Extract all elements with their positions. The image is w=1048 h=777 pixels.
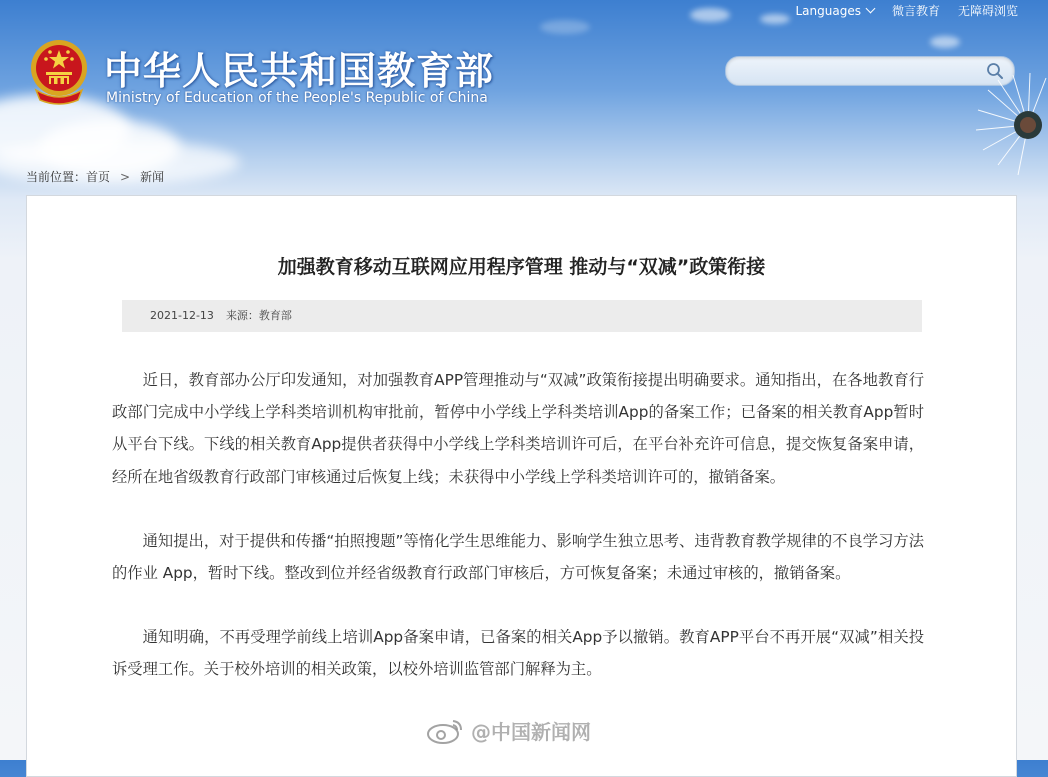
article-date: 2021-12-13 <box>150 309 214 322</box>
national-emblem-icon[interactable] <box>28 38 90 108</box>
site-title-en: Ministry of Education of the People's Republic of China <box>106 90 488 106</box>
breadcrumb-home-link[interactable]: 首页 <box>86 170 111 184</box>
article-source: 来源：教育部 <box>225 309 292 322</box>
article-paragraph: 通知明确，不再受理学前线上培训App备案申请，已备案的相关App予以撤销。教育APP平台不再开展“双减”相关投诉受理工作。关于校外培训的相关政策，以校外培训监管部门解释为主。 <box>112 628 924 679</box>
dandelion-icon <box>968 70 1048 180</box>
article-paragraph: 近日，教育部办公厅印发通知，对加强教育APP管理推动与“双减”政策衔接提出明确要求。通知指出，在各地教育行政部门完成中小学线上学科类培训机构审批前，暂停中小学线上学科类培训App的备案工作；已备案的相关教育App暂时从平台下线。下线的相关教育App提供者获得中小学线上学科类培训许可后，在平台补充许可信息，提交恢复备案申请，经所在地省级教育行政部门审核通过后恢复上线；未获得中小学线上学科类培训许可的，撤销备案。 <box>112 371 924 486</box>
languages-menu[interactable] <box>795 4 873 18</box>
article-paragraph: 通知提出，对于提供和传播“拍照搜题”等惰化学生思维能力、影响学生独立思考、违背教育教学规律的不良学习方法的作业 App，暂时下线。整改到位并经省级教育行政部门审核后，方可恢复备案；未通过审核的，撤销备案。 <box>112 531 924 583</box>
article-body <box>112 364 924 718</box>
breadcrumb-current[interactable]: 新闻 <box>140 170 165 184</box>
watermark-text: @中国新闻网 <box>471 720 591 744</box>
site-title-cn[interactable]: 中华人民共和国教育部 <box>104 49 495 93</box>
article-meta-bar <box>122 300 922 332</box>
watermark <box>425 716 591 745</box>
weibo-icon <box>425 717 465 745</box>
accessibility-link[interactable]: 无障碍浏览 <box>957 4 1018 18</box>
sparkle-decoration <box>540 20 590 34</box>
sparkle-decoration <box>760 14 790 24</box>
top-utility-bar <box>795 2 1018 19</box>
article-card <box>26 195 1017 777</box>
languages-label: Languages <box>795 3 861 18</box>
weiyan-link[interactable]: 微言教育 <box>891 4 940 18</box>
breadcrumb <box>26 168 164 185</box>
chevron-down-icon <box>866 3 876 13</box>
sparkle-decoration <box>930 36 960 48</box>
article-title: 加强教育移动互联网应用程序管理 推动与“双减”政策衔接 <box>277 256 766 278</box>
breadcrumb-separator: > <box>120 170 131 184</box>
search-input[interactable] <box>740 57 984 85</box>
sparkle-decoration <box>690 8 730 22</box>
breadcrumb-prefix: 当前位置： <box>26 170 87 184</box>
